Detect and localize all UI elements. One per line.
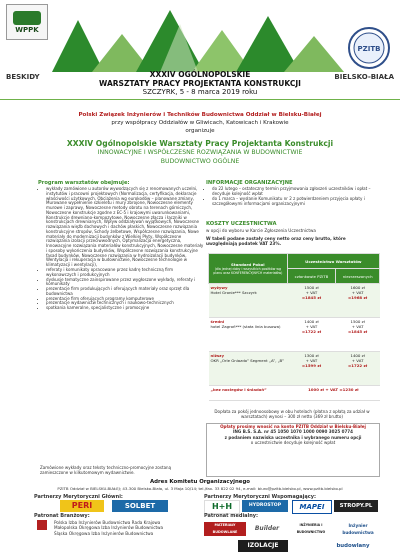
program-list bbox=[40, 187, 204, 311]
patronage-item: Małopolska Okręgowa Izba Inżynierów Budownictwa bbox=[54, 525, 164, 531]
table-row: „bez noclegów i śniadań” 1000 zł + VAT =1230 zł bbox=[209, 385, 380, 400]
patronage-heading: Patronat Branżowy: bbox=[34, 513, 90, 519]
mapei-logo: MAPEI bbox=[292, 500, 332, 514]
peri-logo: PERI bbox=[60, 500, 104, 512]
program-closing: Zamówione wykłady oraz teksty techniczno-promocyjne zostaną zamieszczone w kilkutomowym wydawnictwie. bbox=[40, 465, 172, 475]
mountains-illustration bbox=[52, 6, 348, 72]
wppk-logo: WPPK bbox=[6, 4, 48, 40]
table-header: członkowie PZITB bbox=[287, 269, 336, 284]
budowlany-logo: budowlany bbox=[336, 543, 370, 549]
event-date: SZCZYRK, 5 - 8 marca 2019 roku bbox=[142, 88, 258, 96]
patronage-item: Polska Izba Inżynierów Budownictwa Rada Krajowa bbox=[54, 520, 161, 525]
table-header: niezrzeszonych bbox=[336, 269, 380, 284]
builder-logo: Builder bbox=[254, 525, 280, 532]
stropy-logo: STROPY.PL bbox=[334, 500, 378, 512]
info-item: • do 1 marca – wysłanie Komunikatu nr 2 z potwierdzeniem przyjęcia opłaty i szczegółowymi informacjami organizacyjnymi bbox=[212, 197, 372, 207]
svg-text:PZITB: PZITB bbox=[357, 45, 381, 53]
table-header: Standard Pokoi (dla jednej doby i wszystkich posiłków wg planu oraz KONFERENCYJNYCH materiałów) bbox=[209, 254, 288, 284]
piib-icon bbox=[37, 520, 47, 530]
main-partners-heading: Partnerzy Merytoryczni Główni: bbox=[34, 494, 123, 500]
organizes-line: organizuje bbox=[185, 128, 215, 134]
table-row: niższy OKR „Orle Gniazdo” Segment „A”, „B” 1300 zł + VAT =1599 zł 1400 zł + VAT =1722 zł bbox=[209, 351, 380, 385]
cost-line: w opcji do wyboru w Karcie Zgłoszenia Uczestnictwa bbox=[206, 228, 316, 233]
cooperation-line: przy współpracy Oddziałów w Gliwicach, Katowicach i Krakowie bbox=[111, 120, 289, 126]
mountain-6 bbox=[284, 36, 344, 72]
mountain-1 bbox=[52, 20, 104, 72]
address-line: PZITB Oddział w BIELSKU-BIAŁEJ; 43-300 Bielsko-Biała, ul. 3 Maja 10/14; tel./fax. 33 822 02 94, e-mail: biuro@pzitb.bielsko.pl, www.pzitb.bielsko.pl bbox=[57, 486, 343, 491]
info-list bbox=[206, 187, 372, 206]
program-item: • prezentacje firm produkujących i oferujących materiały oraz sprzęt dla budownictwa bbox=[46, 287, 204, 297]
hh-logo: H+H bbox=[204, 500, 240, 514]
address-heading: Adres Komitetu Organizacyjnego bbox=[149, 479, 251, 485]
subtitle-category: BUDOWNICTWO OGÓLNE bbox=[160, 158, 240, 165]
mountain-5 bbox=[236, 16, 300, 72]
event-edition: XXXIV OGÓLNOPOLSKIE bbox=[149, 70, 251, 79]
solbet-logo: SOLBET bbox=[112, 500, 168, 512]
info-heading: INFORMACJE ORGANIZACYJNE bbox=[206, 180, 293, 186]
table-row: średni hotel Zagroń*** (stała linia busowa) 1400 zł + VAT =1722 zł 1500 zł + VAT =1845 zł bbox=[209, 318, 380, 352]
hydrostop-logo: HYDROSTOP bbox=[242, 500, 288, 512]
single-room-surcharge: Dopłata za pokój jednoosobowy w obu hotelach (płatna z opłatą za udział w warsztatach) wynosi – 300 zł netto (369 zł brutto) bbox=[214, 409, 370, 420]
info-item: • do 22 lutego – ostateczny termin przyjmowania zgłoszeń uczestników i opłat – decyduje kolejność wpłat bbox=[212, 187, 372, 197]
program-item: • prezentacje wydawnictw technicznych i naukowo-technicznych bbox=[46, 301, 204, 306]
inzynier-budownictwa-logo: Inżynier budownictwa bbox=[342, 523, 374, 535]
program-item: • dyskusje tematyczne zainspirowane przez wygłoszone wykłady, referaty i komunikaty bbox=[46, 278, 204, 288]
izolacje-logo: IZOLACJE bbox=[238, 540, 288, 552]
patronage-item: Śląska Okręgowa Izba Inżynierów Budownictwa bbox=[54, 530, 154, 536]
program-item: • referaty i komunikaty opracowane przez kadrę techniczną firm wykonawczych i produkcyjnych bbox=[46, 268, 204, 278]
program-heading: Program warsztatów obejmuje: bbox=[38, 180, 130, 186]
price-table bbox=[208, 253, 380, 401]
materialy-budowlane-logo: MATERIAŁY BUDOWLANE bbox=[204, 522, 246, 536]
event-title: WARSZTATY PRACY PROJEKTANTA KONSTRUKCJI bbox=[99, 79, 301, 88]
main-title: XXXIV Ogólnopolskie Warsztaty Pracy Projektanta Konstrukcji bbox=[66, 139, 334, 148]
payment-box: Opłaty prosimy wnosić na konto PZITB Oddział w Bielsku-Białej ING B.Ś. S.A. nr 45 1050 1070 1000 0090 3025 0774 z podaniem nazwiska uczestnika i wybranego numeru opcji o uczestnictwie decyduje kolejność wpłat bbox=[206, 423, 380, 477]
cost-heading: KOSZTY UCZESTNICTWA bbox=[206, 221, 277, 227]
program-item: • spotkania kameralne, specjalistyczne i promocyjne bbox=[46, 306, 204, 311]
table-row: wyżywy Hotel Gronie*** Szczyrk 1500 zł + VAT =1845 zł 1600 zł + VAT =1968 zł bbox=[209, 284, 380, 318]
program-item: • wykłady zamówione u autorów wywodzących się z renomowanych uczelni, instytutów i pracowni projektowych (Normalizacja, certyfikacja, deklaracje właściwości użytkowych, Obciążenia wg eurokodów – planowane zmiany, Murowane wypełnienie szkieletu i mury zbrojone, Nowoczesne elementy murowe i zaprawy, Nowoczesne metody obrotu na terenach górniczych, Nowoczesne konstrukcje zgodne z EC-5 i krajowymi uwarunkowaniami, Konstrukcje drewniano-kompozytowe, Nowoczesne złącza i łączniki w konstrukcjach drewnianych, Wpływ oddziaływań wyjątkowych, Nowoczesne rozwiązania więźb dachowych i dachów płaskich, Nowoczesne rozwiązania konstrukcyjne stropów, Schody żelbetowe, Współczesne rozwiązania, Nowe materiały do modernizacji budynków z Wielkiej Płyty, Współczesne rozwiązania izolacji przeciwwodnych, Optymalizacja energetyczna, Innowacyjne rozwiązania materiałów konstrukcyjnych, Nowoczesne materiały i sposoby wykończenia budynków, Współczesne rozwiązania konstrukcyjne fasad budynków, Nowoczesne rozwiązania w hydroizolacji budynków, Wentylacja i rekuperacja w budownictwie, Nowoczesne technologie w klimatyzacji i wentylacji), bbox=[46, 187, 204, 268]
subtitle: INNOWACYJNE I WSPÓŁCZESNE ROZWIĄZANIA W BUDOWNICTWIE bbox=[97, 149, 303, 156]
organizer-line: Polski Związek Inżynierów i Techników Budownictwa Oddział w Bielsku-Białej bbox=[78, 112, 322, 118]
pzitb-logo bbox=[346, 26, 392, 70]
support-partners-heading: Partnerzy Merytoryczni Wspomagający: bbox=[204, 494, 316, 500]
table-header: Uczestnictwo Warsztatów bbox=[287, 254, 379, 269]
cost-note: W tabeli podane zostały ceny netto oraz ceny brutto, które uwzględniają podatek VAT 23%. bbox=[206, 236, 346, 247]
patronage-list bbox=[54, 520, 182, 536]
divider bbox=[0, 99, 400, 100]
program-item: • prezentacje firm oferujących programy komputerowe bbox=[46, 297, 204, 302]
inzynieria-budownictwo-logo: INŻYNIERIA I BUDOWNICTWO bbox=[296, 523, 326, 534]
media-heading: Patronat medialny: bbox=[204, 513, 259, 519]
